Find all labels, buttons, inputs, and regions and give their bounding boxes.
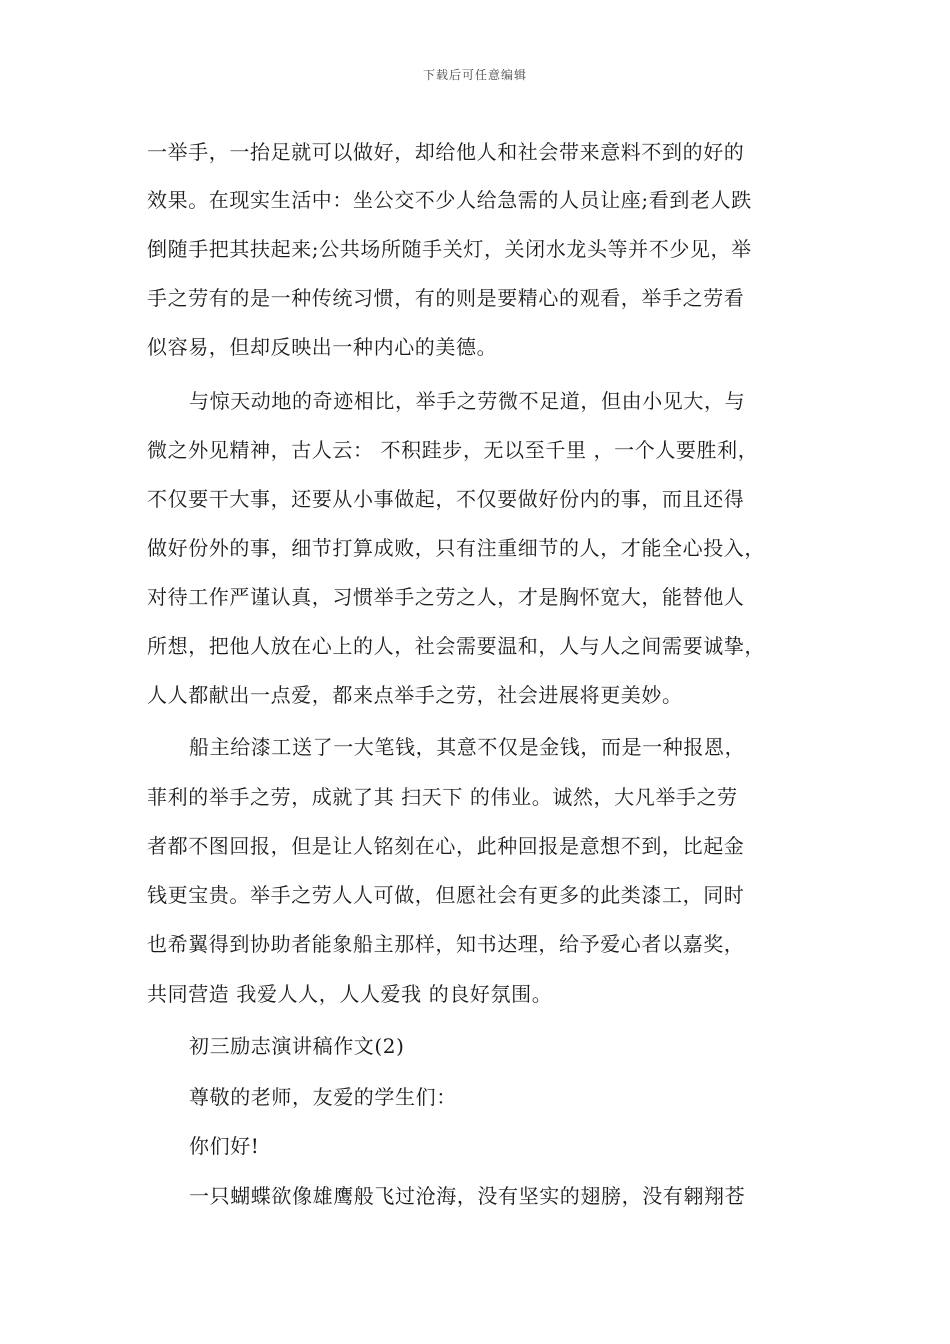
page-header: 下载后可任意编辑 <box>422 68 527 82</box>
body-line: 你们好! <box>189 1134 260 1158</box>
body-line: 似容易，但却反映出一种内心的美德。 <box>147 335 498 359</box>
body-line: 对待工作严谨认真，习惯举手之劳之人，才是胸怀宽大，能替他人 <box>147 585 745 609</box>
body-line: 尊敬的老师，友爱的学生们： <box>189 1085 457 1109</box>
body-line: 也希翼得到协助者能象船主那样，知书达理，给予爱心者以嘉奖， <box>147 932 745 956</box>
body-line: 微之外见精神，古人云： 不积跬步，无以至千里 ，一个人要胜利， <box>147 438 759 462</box>
body-line: 者都不图回报，但是让人铭刻在心，此种回报是意想不到，比起金 <box>147 834 745 858</box>
body-line: 手之劳有的是一种传统习惯，有的则是要精心的观看，举手之劳看 <box>147 286 745 310</box>
body-line: 所想，把他人放在心上的人，社会需要温和，人与人之间需要诚挚， <box>147 634 765 658</box>
body-line: 效果。在现实生活中：坐公交不少人给急需的人员让座;看到老人跌 <box>147 188 752 212</box>
body-line: 共同营造 我爱人人，人人爱我 的良好氛围。 <box>147 982 553 1006</box>
body-line: 倒随手把其扶起来;公共场所随手关灯，关闭水龙头等并不少见，举 <box>147 237 752 261</box>
body-line: 人人都献出一点爱，都来点举手之劳，社会进展将更美妙。 <box>147 683 683 707</box>
section-heading: 初三励志演讲稿作文(2) <box>189 1034 405 1058</box>
body-line: 不仅要干大事，还要从小事做起，不仅要做好份内的事，而且还得 <box>147 487 745 511</box>
body-line: 一举手，一抬足就可以做好，却给他人和社会带来意料不到的好的 <box>147 140 745 164</box>
body-line: 与惊天动地的奇迹相比，举手之劳微不足道，但由小见大，与 <box>189 389 746 413</box>
body-line: 做好份外的事，细节打算成败，只有注重细节的人，才能全心投入， <box>147 536 765 560</box>
body-line: 钱更宝贵。举手之劳人人可做，但愿社会有更多的此类漆工，同时 <box>147 883 745 907</box>
body-line: 一只蝴蝶欲像雄鹰般飞过沧海，没有坚实的翅膀，没有翱翔苍 <box>189 1184 746 1208</box>
body-line: 菲利的举手之劳，成就了其 扫天下 的伟业。诚然，大凡举手之劳 <box>147 785 738 809</box>
body-line: 船主给漆工送了一大笔钱，其意不仅是金钱，而是一种报恩， <box>189 735 746 759</box>
